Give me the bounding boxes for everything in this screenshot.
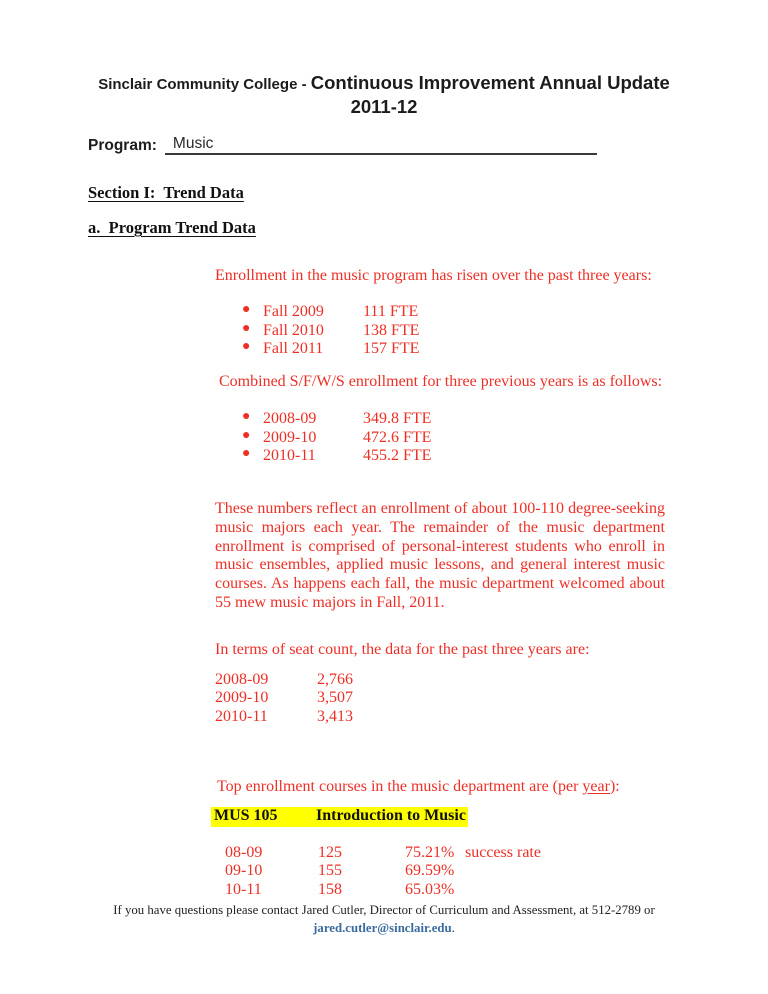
page-footer [0, 901, 768, 937]
list-item [215, 429, 635, 448]
list-item [215, 410, 635, 429]
course-success-rate: 75.21% [405, 844, 455, 861]
bullet-icon: ● [242, 339, 251, 355]
program-row [88, 135, 597, 155]
program-label: Program: [88, 137, 157, 154]
fte-value: 157 FTE [363, 340, 420, 358]
seat-value: 2,766 [317, 671, 353, 688]
fte-value: 349.8 FTE [363, 410, 432, 427]
bullet-icon: ● [242, 320, 251, 336]
title-year: 2011-12 [350, 96, 418, 117]
footer-email-line [0, 919, 768, 937]
subsection-a-heading: a. Program Trend Data [88, 218, 256, 237]
top-courses-intro [217, 777, 620, 796]
course-enrollment: 158 [318, 880, 342, 898]
course-enrollment: 155 [318, 862, 342, 880]
table-row [215, 862, 635, 880]
fte-value: 455.2 FTE [363, 447, 432, 465]
course-success-rate: 65.03% [405, 880, 455, 898]
bullet-icon: ● [242, 302, 251, 317]
fte-term: 2008-09 [263, 410, 317, 427]
course-highlight-row [211, 807, 468, 827]
course-title: Introduction to Music [316, 807, 466, 824]
seat-count-list [215, 671, 635, 726]
seat-value: 3,507 [317, 689, 353, 707]
fte-term: Fall 2009 [263, 303, 324, 320]
table-row [215, 671, 635, 689]
enrollment-narrative: These numbers reflect an enrollment of about 100-110 degree-seeking music majors each year. The remainder of the music department enrollment is comprised of personal-interest students who enroll in music ensembles, applied music lessons, and general interest music courses. As happens each fall, the music department welcomed about 55 mew music majors in Fall, 2011. [215, 500, 665, 611]
course-data-list [215, 844, 635, 899]
seat-year: 2008-09 [215, 671, 269, 688]
table-row [215, 881, 635, 899]
fall-fte-list [215, 303, 635, 359]
course-year: 08-09 [225, 844, 263, 861]
bullet-icon: ● [242, 409, 251, 424]
combined-fte-list [215, 410, 635, 466]
bullet-icon: ● [242, 427, 251, 443]
top-courses-intro-underlined: year [582, 778, 610, 795]
fte-term: 2009-10 [263, 428, 317, 446]
fte-term: Fall 2011 [263, 340, 324, 358]
combined-enrollment-intro: Combined S/F/W/S enrollment for three previous years is as follows: [219, 373, 663, 390]
footer-contact-line: If you have questions please contact Jared Cutler, Director of Curriculum and Assessment, at 512-2789 or [113, 903, 655, 917]
top-courses-intro-pre: Top enrollment courses in the music department are (per [217, 778, 583, 795]
document-title [0, 72, 768, 117]
seat-year: 2009-10 [215, 689, 269, 707]
program-value-field: Music [165, 135, 597, 155]
top-courses-intro-post: ): [609, 778, 620, 795]
course-success-rate: 69.59% [405, 862, 455, 880]
document-title-line1 [0, 72, 768, 96]
email-link[interactable]: jared.cutler@sinclair.edu [313, 921, 452, 935]
course-enrollment: 125 [318, 844, 342, 861]
list-item [215, 447, 635, 466]
title-main: Continuous Improvement Annual Update [310, 72, 670, 93]
table-row [215, 844, 635, 862]
email-suffix: . [451, 921, 455, 935]
fte-value: 472.6 FTE [363, 428, 432, 446]
fte-value: 138 FTE [363, 321, 420, 339]
course-year: 10-11 [225, 880, 262, 898]
table-row [215, 689, 635, 707]
bullet-icon: ● [242, 446, 251, 462]
list-item [215, 303, 635, 322]
course-year: 09-10 [225, 862, 263, 880]
fall-enrollment-intro: Enrollment in the music program has risen over the past three years: [215, 267, 652, 284]
seat-value: 3,413 [317, 707, 353, 725]
section1-heading: Section I: Trend Data [88, 183, 244, 202]
list-item [215, 340, 635, 359]
fte-term: Fall 2010 [263, 321, 324, 339]
fte-value: 111 FTE [363, 303, 419, 320]
title-prefix: Sinclair Community College - [98, 76, 311, 93]
course-rate-note: success rate [465, 844, 541, 861]
course-code: MUS 105 [214, 807, 278, 824]
seat-year: 2010-11 [215, 707, 268, 725]
list-item [215, 322, 635, 341]
table-row [215, 708, 635, 726]
fte-term: 2010-11 [263, 447, 316, 465]
seat-count-intro: In terms of seat count, the data for the past three years are: [215, 641, 590, 658]
